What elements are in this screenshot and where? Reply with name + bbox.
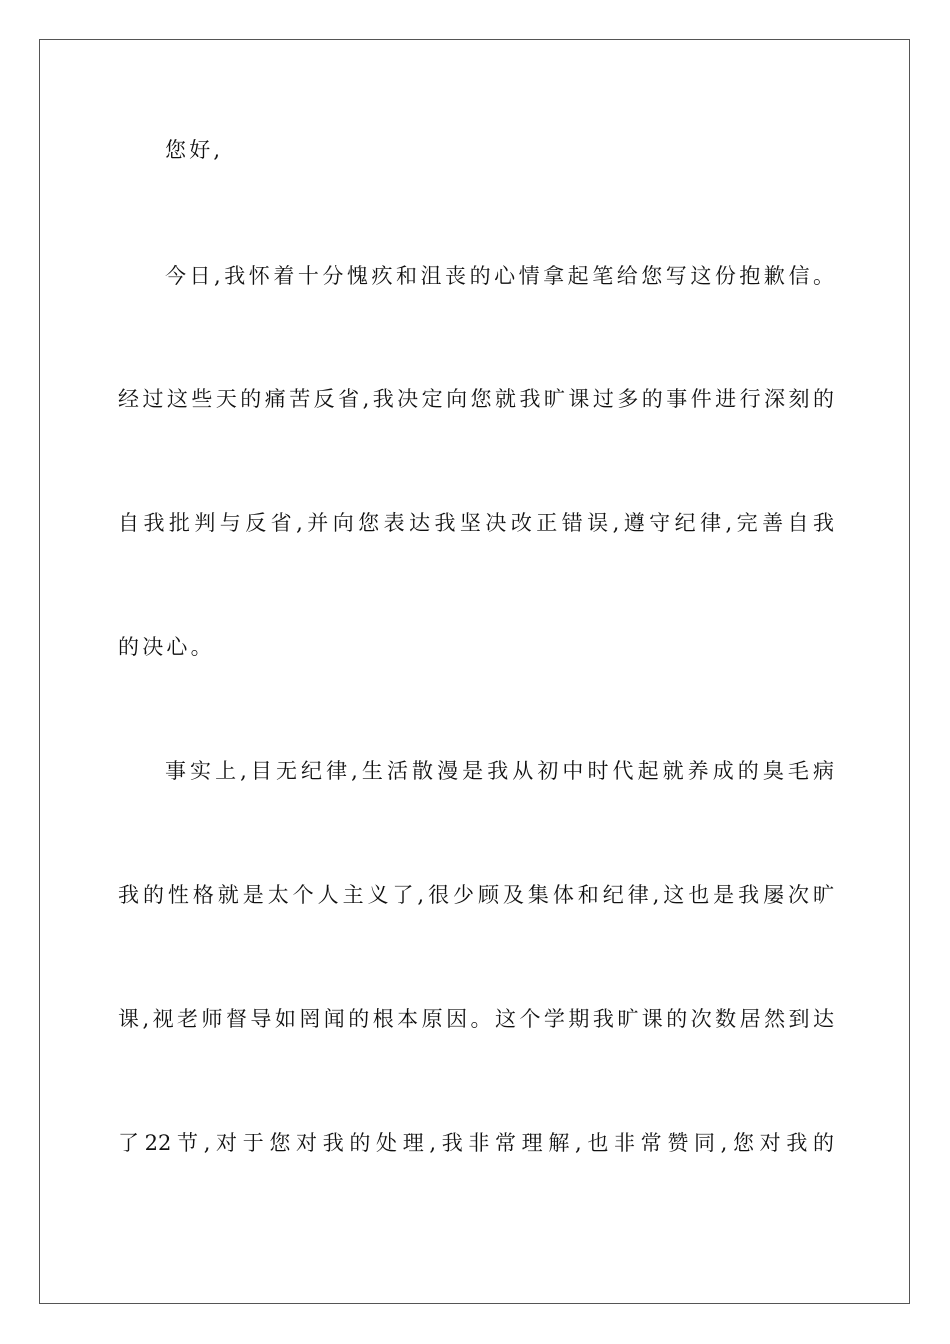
paragraph-line: 的决心。 (118, 635, 215, 659)
page-border (39, 39, 910, 1304)
paragraph-line: 了22节,对于您对我的处理,我非常理解,也非常赞同,您对我的 (118, 1131, 834, 1155)
paragraph-line: 事实上,目无纪律,生活散漫是我从初中时代起就养成的臭毛病 (165, 759, 834, 783)
greeting-line: 您好, (165, 138, 224, 162)
paragraph-line: 今日,我怀着十分愧疚和沮丧的心情拿起笔给您写这份抱歉信。 (165, 264, 834, 288)
paragraph-line: 我的性格就是太个人主义了,很少顾及集体和纪律,这也是我屡次旷 (118, 883, 834, 907)
paragraph-line: 课,视老师督导如罔闻的根本原因。这个学期我旷课的次数居然到达 (118, 1007, 834, 1031)
paragraph-line: 经过这些天的痛苦反省,我决定向您就我旷课过多的事件进行深刻的 (118, 387, 834, 411)
paragraph-line: 自我批判与反省,并向您表达我坚决改正错误,遵守纪律,完善自我 (118, 511, 834, 535)
